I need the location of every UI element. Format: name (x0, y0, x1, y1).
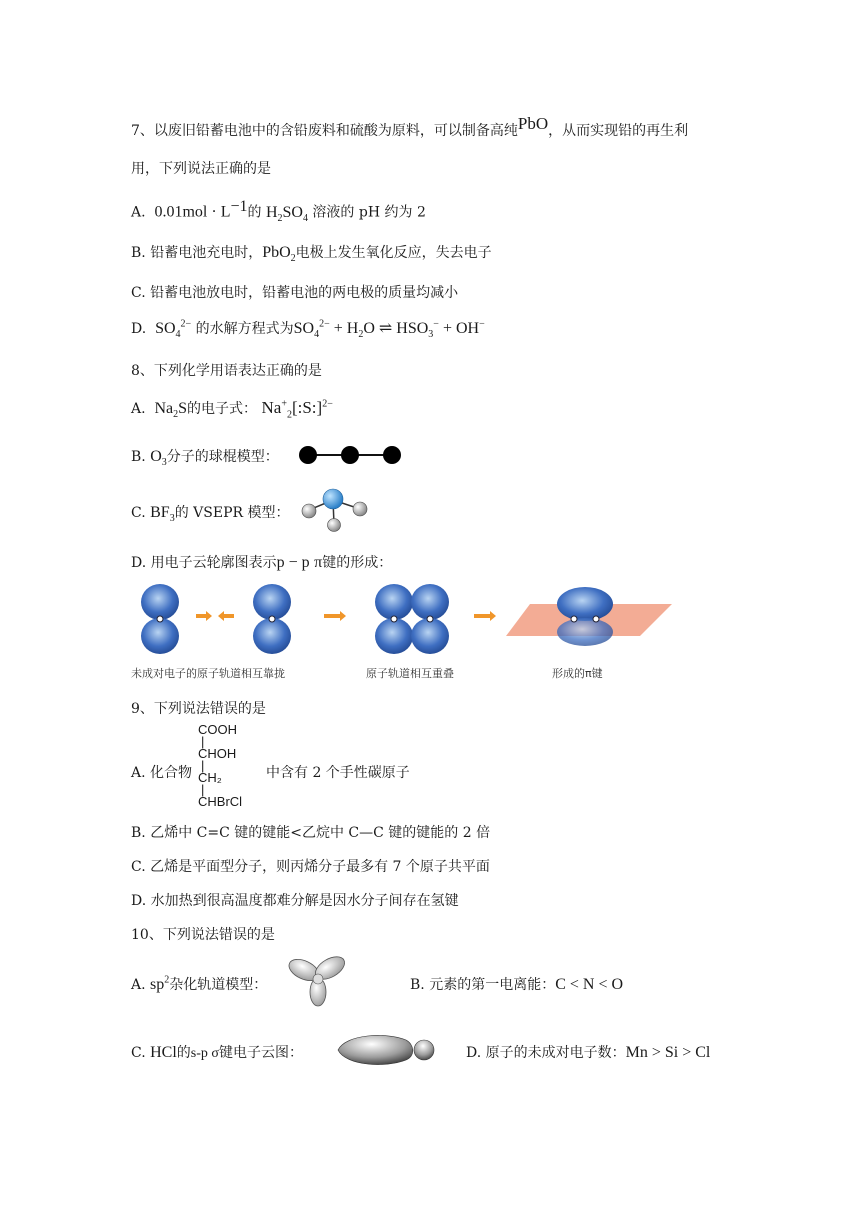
q9-option-a-label: A. 化合物 (131, 765, 193, 781)
q10-option-b: B. 元素的第一电离能：C < N < O (410, 976, 624, 993)
bf3-vsepr-model (300, 484, 370, 534)
q10-option-c: C. HCl的s-p σ键电子云图： (131, 1044, 303, 1061)
na2s-electron-formula: $Na^+_2[:S:]^{2-}$ (261, 398, 333, 421)
chiral-compound-structure: COOH | CHOH | CH₂ | CHBrCl (198, 722, 243, 809)
q8-option-c: C. $BF_3$的 VSEPR 模型： (131, 504, 290, 525)
q10-stem: 10、下列说法错误的是 (131, 927, 275, 943)
hcl-sp-sigma-electron-cloud (334, 1030, 438, 1070)
q7-option-a: A. $0.01mol \cdot L^{-1}$的 $H_2SO_4$ 溶液的 pH 约为 2 (131, 198, 426, 224)
pi-diagram-caption-1: 未成对电子的原子轨道相互靠拢 (131, 667, 285, 680)
q7-option-c: C. 铅蓄电池放电时，铅蓄电池的两电极的质量均减小 (131, 285, 459, 301)
sp2-orbital-model (284, 952, 350, 1010)
q10-option-a: A. $sp^2$杂化轨道模型： (131, 974, 268, 993)
q9-option-b: B. 乙烯中 C=C 键的键能<乙烷中 C—C 键的键能的 2 倍 (131, 825, 491, 841)
q9-option-d: D. 水加热到很高温度都难分解是因水分子间存在氢键 (131, 893, 459, 909)
q10-option-d: D. 原子的未成对电子数：Mn > Si > Cl (466, 1044, 711, 1061)
pi-diagram-caption-2: 原子轨道相互重叠 (366, 667, 454, 680)
q8-option-d: D. 用电子云轮廓图表示p − p π键的形成： (131, 554, 393, 571)
q7-option-d: D. $SO_4^{2-}$ 的水解方程式为$SO_4^{2-} + H_2O$ ⇌ $HSO_3^- + OH^-$ (131, 318, 485, 341)
pi-bond-formation-diagram (130, 584, 680, 664)
q9-stem: 9、下列说法错误的是 (131, 701, 266, 717)
equilibrium-arrow: ⇌ (378, 320, 393, 337)
q9-option-c: C. 乙烯是平面型分子，则丙烯分子最多有 7 个原子共平面 (131, 859, 490, 875)
q8-option-a: A. $Na_2S$的电子式： $Na^+_2[:S:]^{2-}$ (131, 398, 333, 421)
q7-stem-line2: 用，下列说法正确的是 (131, 161, 271, 177)
q7-option-b: B. 铅蓄电池充电时，PbO$_2$电极上发生氧化反应，失去电子 (131, 244, 492, 265)
q8-option-b: B. $O_3$分子的球棍模型： (131, 448, 279, 469)
o3-ball-stick-model (298, 444, 404, 466)
q8-stem: 8、下列化学用语表达正确的是 (131, 363, 322, 379)
pi-diagram-caption-3: 形成的π键 (552, 667, 603, 680)
q7-stem-line1: 7、以废旧铅蓄电池中的含铅废料和硫酸为原料，可以制备高纯PbO，从而实现铅的再生利 (131, 114, 689, 139)
q9-option-a-text: 中含有 2 个手性碳原子 (266, 765, 410, 781)
